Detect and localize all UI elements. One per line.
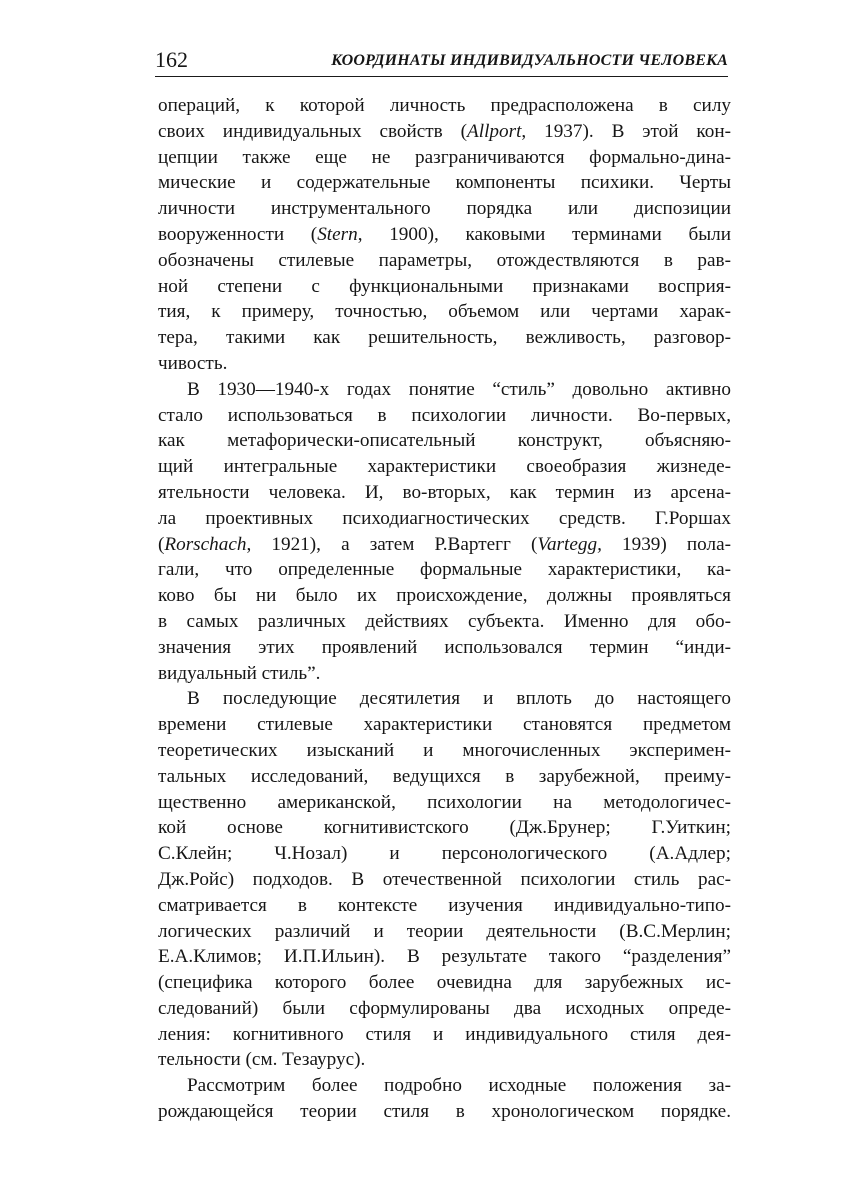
text-line: рождающейся теории стиля в хронологическом порядке.	[158, 1101, 731, 1123]
text-line: ково бы ни было их происхождение, должны проявляться	[158, 585, 731, 607]
text-line-last: тельности (см. Тезаурус).	[158, 1049, 366, 1071]
text-line: кой основе когнитивистского (Дж.Брунер; Г.Уиткин;	[158, 817, 731, 839]
text-line: операций, к которой личность предрасположена в силу	[158, 95, 731, 116]
citation-author: Vartegg,	[537, 533, 602, 555]
text-line: как метафорически-описательный конструкт, объясняю-	[158, 430, 731, 452]
text-line: щий интегральные характеристики своеобразия жизнеде-	[158, 456, 731, 478]
text-line: своих индивидуальных свойств (Allport, 1937). В этой кон-	[158, 120, 731, 142]
text-line: логических различий и теории деятельности (В.С.Мерлин;	[158, 920, 731, 942]
paragraph-first-line: В последующие десятилетия и вплоть до настоящего	[187, 688, 731, 710]
text-line: значения этих проявлений использовался термин “инди-	[158, 636, 731, 658]
text-line: ной степени с функциональными признаками восприя-	[158, 275, 731, 297]
citation-author: Allport	[467, 120, 522, 142]
text-line: С.Клейн; Ч.Нозал) и персонологического (А.Адлер;	[158, 843, 731, 865]
text-line: стало использоваться в психологии личности. Во-первых,	[158, 404, 731, 426]
text-line: мические и содержательные компоненты психики. Черты	[158, 172, 731, 194]
text-line: в самых различных действиях субъекта. Именно для обо-	[158, 610, 731, 632]
text-line: ления: когнитивного стиля и индивидуального стиля дея-	[158, 1023, 731, 1045]
text-line: гали, что определенные формальные характеристики, ка-	[158, 559, 731, 581]
text-line: вооруженности (Stern, 1900), каковыми терминами были	[158, 223, 731, 245]
text-line: Дж.Ройс) подходов. В отечественной психологии стиль рас-	[158, 868, 731, 890]
text-line: тальных исследований, ведущихся в зарубежной, преиму-	[158, 765, 731, 787]
text-line: (Rorschach, 1921), а затем Р.Вартегг (Vartegg, 1939) пола-	[158, 533, 731, 555]
text-line: следований) были сформулированы два исходных опреде-	[158, 997, 731, 1019]
text-line: Е.А.Климов; И.П.Ильин). В результате такого “разделения”	[158, 946, 731, 968]
text-line: щественно американской, психологии на методологичес-	[158, 791, 731, 813]
running-title: КООРДИНАТЫ ИНДИВИДУАЛЬНОСТИ ЧЕЛОВЕКА	[331, 52, 728, 69]
header-rule	[155, 76, 728, 77]
text-line: теоретических изысканий и многочисленных эксперимен-	[158, 739, 731, 761]
text-line: личности инструментального порядка или диспозиции	[158, 198, 731, 220]
citation-author: Rorschach	[164, 533, 247, 555]
citation-author: Stern	[317, 223, 358, 245]
body-text	[158, 93, 731, 1125]
text-line: ла проективных психодиагностических средств. Г.Роршах	[158, 507, 731, 529]
page-header	[155, 45, 728, 77]
paragraph-first-line: Рассмотрим более подробно исходные положения за-	[187, 1075, 731, 1097]
text-line: тера, такими как решительность, вежливость, разговор-	[158, 327, 731, 349]
text-line: сматривается в контексте изучения индивидуально-типо-	[158, 894, 731, 916]
text-line-last: чивость.	[158, 352, 228, 374]
text-line: времени стилевые характеристики становятся предметом	[158, 714, 731, 736]
text-line: тия, к примеру, точностью, объемом или чертами харак-	[158, 301, 731, 323]
text-line: обозначены стилевые параметры, отождествляются в рав-	[158, 249, 731, 271]
paragraph-first-line: В 1930—1940-х годах понятие “стиль” довольно активно	[187, 378, 731, 400]
text-line: ятельности человека. И, во-вторых, как термин из арсена-	[158, 481, 731, 503]
text-line: (специфика которого более очевидна для зарубежных ис-	[158, 972, 731, 994]
text-line-last: видуальный стиль”.	[158, 662, 321, 684]
text-line: цепции также еще не разграничиваются формально-дина-	[158, 146, 731, 168]
page-number: 162	[155, 47, 188, 72]
